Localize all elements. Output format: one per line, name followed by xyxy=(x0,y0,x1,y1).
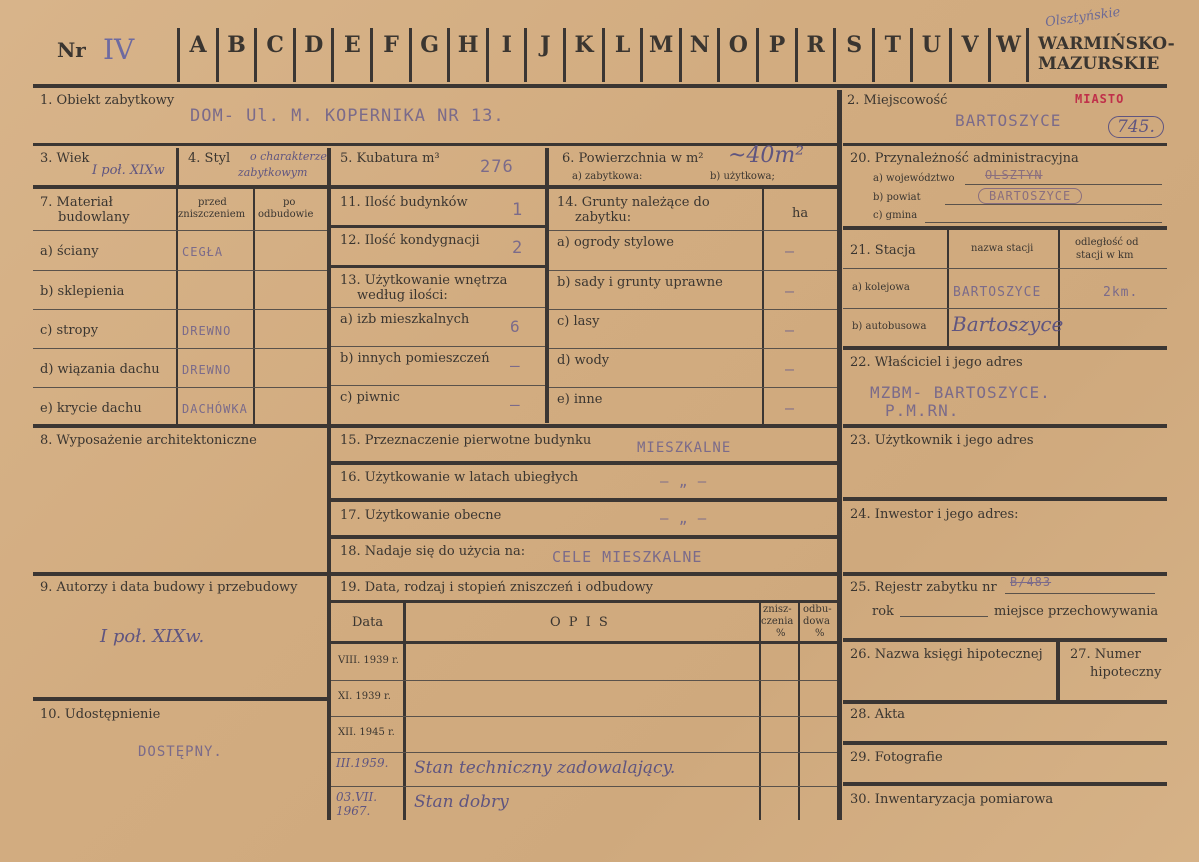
field-14-row-label: e) inne xyxy=(557,392,603,407)
field-17-label: 17. Użytkowanie obecne xyxy=(340,508,502,523)
field-21-col1: nazwa stacji xyxy=(971,243,1034,254)
field-19-row-desc: Stan dobry xyxy=(414,792,509,812)
field-14-row-value: — xyxy=(785,242,796,260)
field-7-row-value: DREWNO xyxy=(182,324,232,338)
field-5-label: 5. Kubatura m³ xyxy=(340,151,440,166)
field-14-row-label: d) wody xyxy=(557,353,610,368)
region-line-2: MAZURSKIE xyxy=(1038,54,1160,74)
field-12-label: 12. Ilość kondygnacji xyxy=(340,233,480,248)
index-letter-w: W xyxy=(996,32,1021,58)
index-letter-k: K xyxy=(574,32,594,58)
field-20-a: a) województwo xyxy=(873,173,955,184)
field-7-row-label: c) stropy xyxy=(40,323,99,338)
field-19-col-o3: % xyxy=(815,628,825,639)
field-10-value: DOSTĘPNY. xyxy=(138,744,223,760)
field-19-row-date: 03.VII. 1967. xyxy=(336,790,378,818)
field-14-row-label: a) ogrody stylowe xyxy=(557,235,674,250)
field-13-row-label: b) innych pomieszczeń xyxy=(340,351,490,366)
region-stamp xyxy=(1038,34,1175,74)
field-7-col1-b: zniszczeniem xyxy=(178,209,246,220)
field-20-a-value: OLSZTYN xyxy=(985,168,1043,182)
field-2-label: 2. Miejscowość xyxy=(847,93,948,108)
field-16-label: 16. Użytkowanie w latach ubiegłych xyxy=(340,470,579,485)
index-letter-e: E xyxy=(344,32,361,58)
field-13-row-value: 6 xyxy=(510,317,521,336)
field-25-miejsce: miejsce przechowywania xyxy=(994,604,1159,619)
field-21-b: b) autobusowa xyxy=(852,321,927,332)
field-2-value: BARTOSZYCE xyxy=(955,111,1062,130)
field-21-col2-a: odległość od xyxy=(1075,237,1139,248)
field-19-label: 19. Data, rodzaj i stopień zniszczeń i odbudowy xyxy=(340,580,654,595)
field-13-label-1: 13. Użytkowanie wnętrza xyxy=(340,273,508,288)
field-19-row-date: III.1959. xyxy=(336,756,389,770)
field-19-row-desc: Stan techniczny zadowalający. xyxy=(414,758,676,778)
field-21-b-name: Bartoszyce xyxy=(952,312,1064,336)
field-20-b-value: BARTOSZYCE xyxy=(978,188,1082,204)
field-20-c: c) gmina xyxy=(873,210,918,221)
field-7-row-label: e) krycie dachu xyxy=(40,401,142,416)
field-4-label: 4. Styl xyxy=(188,151,231,166)
field-14-label-2: zabytku: xyxy=(575,210,632,225)
field-3-label: 3. Wiek xyxy=(40,151,90,166)
field-2-note: MIASTO xyxy=(1075,92,1125,106)
index-letter-b: B xyxy=(227,32,246,58)
index-letter-l: L xyxy=(614,32,631,58)
index-letter-t: T xyxy=(884,32,901,58)
field-7-row-label: b) sklepienia xyxy=(40,284,125,299)
field-7-row-label: d) wiązania dachu xyxy=(40,362,160,377)
field-19-col-z2: czenia xyxy=(761,616,794,627)
field-14-label-1: 14. Grunty należące do xyxy=(557,195,710,210)
index-letter-u: U xyxy=(921,32,941,58)
field-19-col-z3: % xyxy=(776,628,786,639)
field-14-row-value: — xyxy=(785,399,796,417)
field-25-value: B/483 xyxy=(1010,575,1052,589)
field-4-value-2: zabytkowym xyxy=(238,166,308,179)
field-22-label: 22. Właściciel i jego adres xyxy=(850,355,1023,370)
field-19-row-date: XII. 1945 r. xyxy=(338,727,395,738)
index-letter-m: M xyxy=(649,32,674,58)
field-30-label: 30. Inwentaryzacja pomiarowa xyxy=(850,792,1054,807)
nr-value: IV xyxy=(103,33,135,66)
index-letter-n: N xyxy=(689,32,710,58)
field-14-row-value: — xyxy=(785,282,796,300)
field-4-value-1: o charakterze xyxy=(250,150,327,163)
field-13-row-value: — xyxy=(510,395,521,414)
field-7-row-value: DACHÓWKA xyxy=(182,402,248,416)
field-14-row-label: b) sady i grunty uprawne xyxy=(557,275,723,290)
field-24-label: 24. Inwestor i jego adres: xyxy=(850,507,1019,522)
field-18-label: 18. Nadaje się do użycia na: xyxy=(340,544,526,559)
index-letter-a: A xyxy=(189,32,207,58)
field-19-row-date: VIII. 1939 r. xyxy=(338,655,399,666)
index-letter-o: O xyxy=(728,32,748,58)
field-7-row-label: a) ściany xyxy=(40,244,99,259)
index-letter-i: I xyxy=(501,32,512,58)
field-1-label: 1. Obiekt zabytkowy xyxy=(40,93,175,108)
index-letter-r: R xyxy=(806,32,825,58)
field-25-rok: rok xyxy=(872,604,894,619)
field-11-label: 11. Ilość budynków xyxy=(340,195,468,210)
field-28-label: 28. Akta xyxy=(850,707,906,722)
field-19-col-o1: odbu- xyxy=(803,604,832,615)
field-7-label-1: 7. Materiał xyxy=(40,195,113,210)
field-5-value: 276 xyxy=(480,157,514,177)
field-14-unit: ha xyxy=(792,206,809,221)
field-6-label: 6. Powierzchnia w m² xyxy=(562,151,704,166)
index-letter-d: D xyxy=(304,32,324,58)
field-7-row-value: DREWNO xyxy=(182,363,232,377)
field-1-value: DOM- Ul. M. KOPERNIKA NR 13. xyxy=(190,106,505,126)
field-22-value-1: MZBM- BARTOSZYCE. xyxy=(870,383,1051,402)
region-line-1: WARMIŃSKO- xyxy=(1038,34,1175,54)
field-20-b: b) powiat xyxy=(873,192,921,203)
field-13-row-value: — xyxy=(510,356,521,375)
field-10-label: 10. Udostępnienie xyxy=(40,707,161,722)
field-18-value: CELE MIESZKALNE xyxy=(552,548,703,566)
field-21-label: 21. Stacja xyxy=(850,243,916,258)
field-7-label-2: budowlany xyxy=(58,210,130,225)
field-19-col-desc: O P I S xyxy=(550,615,610,630)
field-21-a-name: BARTOSZYCE xyxy=(953,285,1042,300)
index-letter-p: P xyxy=(768,32,786,58)
field-20-label: 20. Przynależność administracyjna xyxy=(850,151,1079,166)
corner-note: Olsztyńskie xyxy=(1044,4,1122,31)
field-14-row-value: — xyxy=(785,360,796,378)
field-27-label-1: 27. Numer xyxy=(1070,647,1141,662)
field-19-col-z1: znisz- xyxy=(763,604,792,615)
field-23-label: 23. Użytkownik i jego adres xyxy=(850,433,1034,448)
field-13-row-label: a) izb mieszkalnych xyxy=(340,312,470,327)
index-letter-g: G xyxy=(420,32,439,58)
field-29-label: 29. Fotografie xyxy=(850,750,943,765)
field-9-value: I poł. XIXw. xyxy=(100,626,205,647)
field-3-value: I poł. XIXw xyxy=(92,163,165,178)
field-27-label-2: hipoteczny xyxy=(1090,665,1162,680)
field-21-col2-b: stacji w km xyxy=(1076,250,1134,261)
field-7-col1-a: przed xyxy=(198,197,227,208)
index-letter-s: S xyxy=(846,32,863,58)
field-7-row-value: CEGŁA xyxy=(182,245,224,259)
field-8-label: 8. Wyposażenie architektoniczne xyxy=(40,433,257,448)
field-11-value: 1 xyxy=(512,200,524,220)
field-19-col-date: Data xyxy=(352,615,384,630)
field-12-value: 2 xyxy=(512,238,524,258)
field-25-label: 25. Rejestr zabytku nr xyxy=(850,580,997,595)
field-15-label: 15. Przeznaczenie pierwotne budynku xyxy=(340,433,592,448)
field-19-col-o2: dowa xyxy=(803,616,830,627)
field-14-row-label: c) lasy xyxy=(557,314,600,329)
index-letter-v: V xyxy=(961,32,979,58)
field-6-b: b) użytkowa; xyxy=(710,171,775,182)
field-22-value-2: P.M.RN. xyxy=(885,401,960,420)
field-26-label: 26. Nazwa księgi hipotecznej xyxy=(850,647,1043,662)
field-7-col2-a: po xyxy=(283,197,296,208)
field-6-a: a) zabytkowa: xyxy=(572,171,643,182)
field-17-value: — „ — xyxy=(660,511,708,527)
field-13-label-2: według ilości: xyxy=(357,288,448,303)
field-9-label: 9. Autorzy i data budowy i przebudowy xyxy=(40,580,298,595)
field-19-row-date: XI. 1939 r. xyxy=(338,691,391,702)
field-13-row-label: c) piwnic xyxy=(340,390,400,405)
index-letter-j: J xyxy=(540,32,551,58)
field-15-value: MIESZKALNE xyxy=(637,440,732,456)
index-letter-f: F xyxy=(383,32,399,58)
field-6-value: ~40m² xyxy=(728,143,805,168)
field-2-code: 745. xyxy=(1108,116,1164,138)
field-16-value: — „ — xyxy=(660,474,708,490)
field-21-a-km: 2km. xyxy=(1103,285,1139,300)
field-7-col2-b: odbudowie xyxy=(258,209,314,220)
nr-label: Nr xyxy=(57,38,86,62)
field-14-row-value: — xyxy=(785,321,796,339)
index-letter-h: H xyxy=(457,32,479,58)
index-letter-c: C xyxy=(266,32,284,58)
field-21-a: a) kolejowa xyxy=(852,282,910,293)
